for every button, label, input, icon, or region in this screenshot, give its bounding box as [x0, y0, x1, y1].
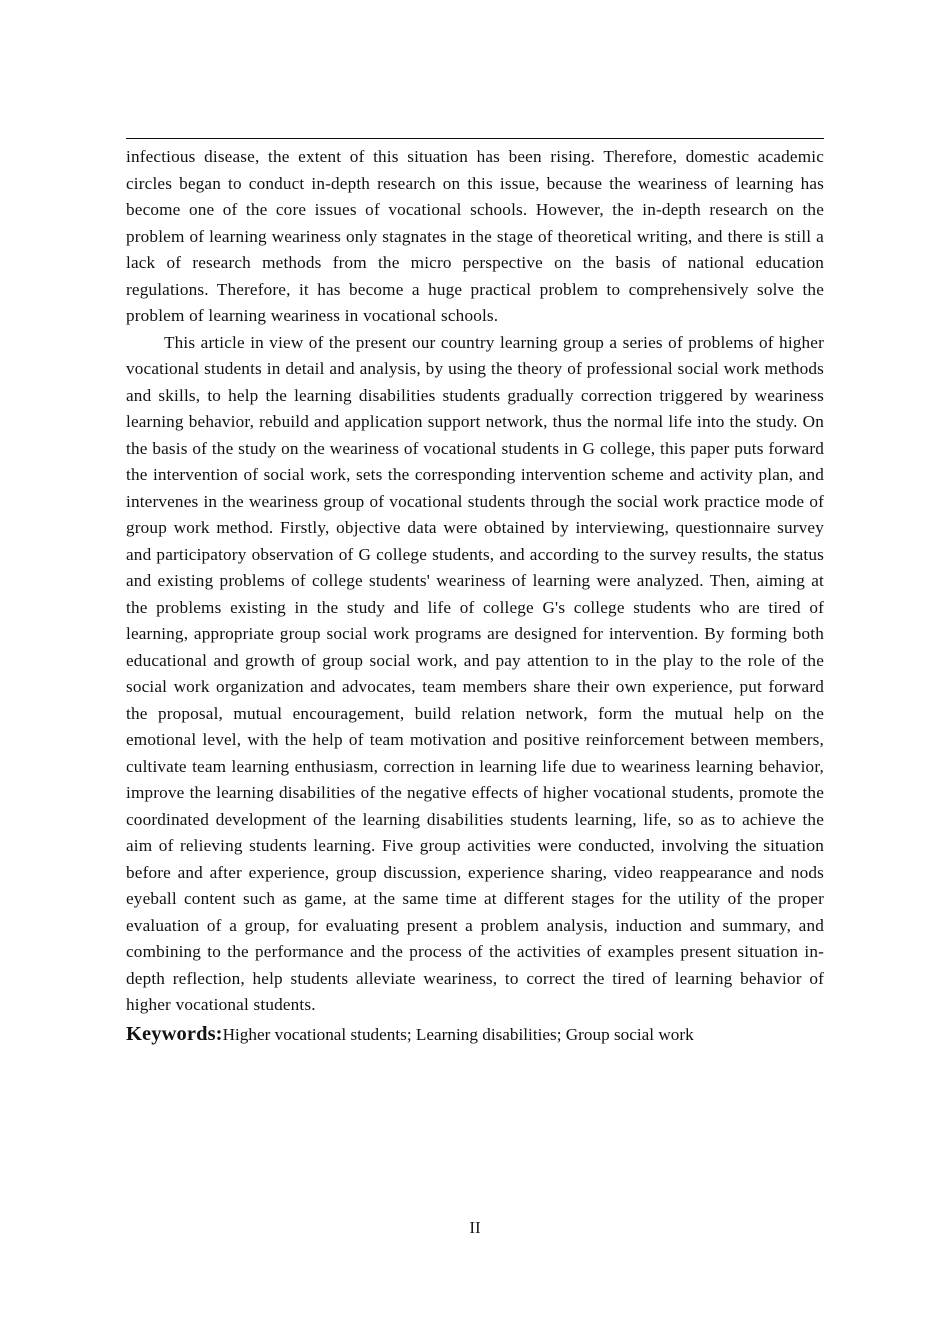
page-number: II [469, 1218, 481, 1237]
paragraph-abstract-continuation: infectious disease, the extent of this situation has been rising. Therefore, domestic academic circles began to conduct in-depth research on this issue, because the weariness of learning has become one of the core issues of vocational schools. However, the in-depth research on the problem of learning weariness only stagnates in the stage of theoretical writing, and there is still a lack of research methods from the micro perspective on the basis of national education regulations. Therefore, it has become a huge practical problem to comprehensively solve the problem of learning weariness in vocational schools. [126, 147, 824, 325]
keywords-label: Keywords: [126, 1022, 223, 1045]
header-rule [126, 138, 824, 139]
keywords-value: Higher vocational students; Learning disabilities; Group social work [222, 1024, 694, 1044]
text-column [126, 144, 824, 1048]
paragraph-abstract-main: This article in view of the present our country learning group a series of problems of higher vocational students in detail and analysis, by using the theory of professional social work methods and skills, to help the learning disabilities students gradually correction triggered by weariness learning behavior, rebuild and application support network, thus the normal life into the study. On the basis of the study on the weariness of vocational students in G college, this paper puts forward the intervention of social work, sets the corresponding intervention scheme and activity plan, and intervenes in the weariness group of vocational students through the social work practice mode of group work method. Firstly, objective data were obtained by interviewing, questionnaire survey and participatory observation of G college students, and according to the survey results, the status and existing problems of college students' weariness of learning were analyzed. Then, aiming at the problems existing in the study and life of college G's college students who are tired of learning, appropriate group social work programs are designed for intervention. By forming both educational and growth of group social work, and pay attention to in the play to the role of the social work organization and advocates, team members share their own experience, put forward the proposal, mutual encouragement, build relation network, form the mutual help on the emotional level, with the help of team motivation and positive reinforcement between members, cultivate team learning enthusiasm, correction in learning life due to weariness learning behavior, improve the learning disabilities of the negative effects of higher vocational students, promote the coordinated development of the learning disabilities students learning, life, so as to achieve the aim of relieving students learning. Five group activities were conducted, involving the situation before and after experience, group discussion, experience sharing, video reappearance and nods eyeball content such as game, at the same time at different stages for the utility of the proper evaluation of a group, for evaluating present a problem analysis, induction and summary, and combining to the performance and the process of the activities of examples present situation in-depth reflection, help students alleviate weariness, to correct the tired of learning behavior of higher vocational students. [126, 332, 824, 1014]
keywords-line [126, 1019, 824, 1048]
